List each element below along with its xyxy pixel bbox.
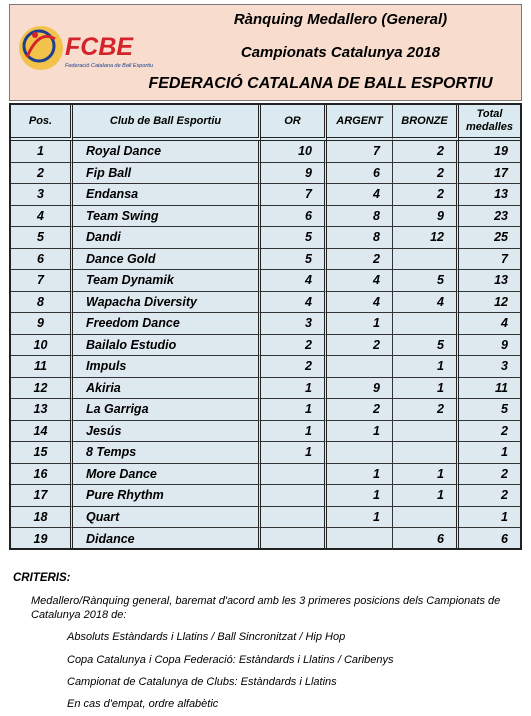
cell-total: 13 (459, 270, 520, 292)
table-row (11, 485, 520, 507)
cell-bronze: 1 (393, 356, 459, 378)
col-header-club: Club de Ball Esportiu (73, 105, 261, 141)
table-row (11, 270, 520, 292)
table-row (11, 378, 520, 400)
table-row (11, 528, 520, 550)
cell-or (261, 528, 327, 550)
table-row (11, 249, 520, 271)
cell-bronze: 5 (393, 270, 459, 292)
cell-total: 17 (459, 163, 520, 185)
cell-or: 5 (261, 249, 327, 271)
ranking-title: Rànquing Medallero (General) (233, 11, 448, 28)
cell-club: Pure Rhythm (73, 485, 261, 507)
cell-pos: 7 (11, 270, 73, 292)
table-row (11, 206, 520, 228)
cell-or: 2 (261, 356, 327, 378)
cell-pos: 15 (11, 442, 73, 464)
cell-pos: 1 (11, 141, 73, 163)
cell-or: 1 (261, 421, 327, 443)
cell-argent: 7 (327, 141, 393, 163)
cell-club: Freedom Dance (73, 313, 261, 335)
cell-bronze: 9 (393, 206, 459, 228)
table-row (11, 507, 520, 529)
cell-total: 2 (459, 485, 520, 507)
cell-argent: 8 (327, 206, 393, 228)
cell-pos: 10 (11, 335, 73, 357)
table-header-row (11, 105, 520, 141)
cell-club: Dance Gold (73, 249, 261, 271)
cell-or: 3 (261, 313, 327, 335)
cell-total: 12 (459, 292, 520, 314)
svg-text:FCBE: FCBE (65, 33, 134, 61)
cell-argent: 4 (327, 270, 393, 292)
fcbe-logo (17, 19, 157, 77)
cell-total: 2 (459, 421, 520, 443)
cell-or: 10 (261, 141, 327, 163)
cell-argent: 6 (327, 163, 393, 185)
cell-argent: 2 (327, 249, 393, 271)
criteria-item: En cas d'empat, ordre alfabètic (67, 698, 219, 710)
cell-or: 4 (261, 292, 327, 314)
table-row (11, 227, 520, 249)
cell-argent: 1 (327, 485, 393, 507)
criteria-heading: CRITERIS: (13, 572, 71, 584)
criteria-item: Absoluts Estàndards i Llatins / Ball Sincronitzat / Hip Hop (67, 631, 346, 643)
criteria-item: Copa Catalunya i Copa Federació: Estàndards i Llatins / Caribenys (67, 654, 394, 666)
cell-argent: 4 (327, 184, 393, 206)
cell-bronze (393, 507, 459, 529)
col-header-argent: ARGENT (327, 105, 393, 141)
fcbe-logo-icon (17, 19, 157, 77)
table-row (11, 163, 520, 185)
cell-club: Akiria (73, 378, 261, 400)
cell-bronze (393, 249, 459, 271)
cell-argent: 1 (327, 464, 393, 486)
cell-total: 1 (459, 442, 520, 464)
table-row (11, 399, 520, 421)
cell-pos: 6 (11, 249, 73, 271)
cell-argent: 4 (327, 292, 393, 314)
cell-or (261, 485, 327, 507)
cell-argent: 1 (327, 421, 393, 443)
table-row (11, 313, 520, 335)
cell-or: 7 (261, 184, 327, 206)
cell-argent: 9 (327, 378, 393, 400)
cell-argent: 2 (327, 399, 393, 421)
cell-pos: 9 (11, 313, 73, 335)
cell-bronze: 2 (393, 141, 459, 163)
cell-total: 13 (459, 184, 520, 206)
cell-argent (327, 442, 393, 464)
championship-subtitle: Campionats Catalunya 2018 (240, 44, 441, 61)
table-row (11, 292, 520, 314)
cell-bronze: 1 (393, 464, 459, 486)
cell-or (261, 464, 327, 486)
federation-name: FEDERACIÓ CATALANA DE BALL ESPORTIU (148, 75, 493, 92)
cell-club: Royal Dance (73, 141, 261, 163)
table-row (11, 184, 520, 206)
cell-club: Quart (73, 507, 261, 529)
cell-pos: 12 (11, 378, 73, 400)
cell-total: 7 (459, 249, 520, 271)
cell-bronze (393, 442, 459, 464)
cell-total: 4 (459, 313, 520, 335)
cell-total: 25 (459, 227, 520, 249)
cell-pos: 4 (11, 206, 73, 228)
cell-bronze: 12 (393, 227, 459, 249)
cell-or: 2 (261, 335, 327, 357)
cell-club: Team Dynamik (73, 270, 261, 292)
cell-club: Jesús (73, 421, 261, 443)
cell-bronze: 5 (393, 335, 459, 357)
table-row (11, 335, 520, 357)
cell-total: 9 (459, 335, 520, 357)
cell-pos: 18 (11, 507, 73, 529)
cell-bronze: 2 (393, 399, 459, 421)
cell-club: Team Swing (73, 206, 261, 228)
cell-pos: 19 (11, 528, 73, 550)
cell-pos: 17 (11, 485, 73, 507)
cell-club: 8 Temps (73, 442, 261, 464)
cell-or: 6 (261, 206, 327, 228)
cell-or (261, 507, 327, 529)
cell-bronze (393, 313, 459, 335)
table-row (11, 442, 520, 464)
cell-or: 5 (261, 227, 327, 249)
cell-argent (327, 356, 393, 378)
cell-or: 4 (261, 270, 327, 292)
cell-bronze: 1 (393, 485, 459, 507)
cell-argent: 1 (327, 507, 393, 529)
col-header-pos: Pos. (11, 105, 73, 141)
cell-total: 19 (459, 141, 520, 163)
cell-bronze: 1 (393, 378, 459, 400)
cell-argent: 2 (327, 335, 393, 357)
cell-bronze: 6 (393, 528, 459, 550)
cell-pos: 16 (11, 464, 73, 486)
cell-total: 11 (459, 378, 520, 400)
criteria-description: Medallero/Rànquing general, baremat d'acord amb les 3 primeres posicions dels Campionats de Catalunya 2018 de: (31, 595, 501, 621)
col-header-bronze: BRONZE (393, 105, 459, 141)
table-row (11, 356, 520, 378)
cell-or: 1 (261, 442, 327, 464)
cell-bronze (393, 421, 459, 443)
cell-argent (327, 528, 393, 550)
cell-total: 5 (459, 399, 520, 421)
cell-or: 9 (261, 163, 327, 185)
cell-argent: 1 (327, 313, 393, 335)
cell-total: 2 (459, 464, 520, 486)
cell-club: Impuls (73, 356, 261, 378)
col-header-or: OR (261, 105, 327, 141)
cell-pos: 2 (11, 163, 73, 185)
cell-or: 1 (261, 399, 327, 421)
cell-club: La Garriga (73, 399, 261, 421)
header-banner (9, 4, 522, 101)
cell-club: More Dance (73, 464, 261, 486)
cell-total: 3 (459, 356, 520, 378)
medal-table (9, 103, 522, 550)
table-row (11, 464, 520, 486)
criteria-item: Campionat de Catalunya de Clubs: Estàndards i Llatins (67, 676, 337, 688)
svg-text:Federació Catalana de Ball Esp: Federació Catalana de Ball Esportiu (65, 63, 154, 69)
cell-bronze: 4 (393, 292, 459, 314)
cell-pos: 3 (11, 184, 73, 206)
cell-total: 23 (459, 206, 520, 228)
cell-pos: 13 (11, 399, 73, 421)
cell-pos: 11 (11, 356, 73, 378)
cell-argent: 8 (327, 227, 393, 249)
cell-club: Endansa (73, 184, 261, 206)
cell-club: Wapacha Diversity (73, 292, 261, 314)
cell-club: Fip Ball (73, 163, 261, 185)
cell-pos: 14 (11, 421, 73, 443)
cell-club: Dandi (73, 227, 261, 249)
cell-bronze: 2 (393, 184, 459, 206)
cell-club: Bailalo Estudio (73, 335, 261, 357)
cell-pos: 8 (11, 292, 73, 314)
cell-total: 6 (501, 531, 508, 546)
cell-pos: 5 (11, 227, 73, 249)
col-header-total: Total medalles (459, 105, 520, 141)
table-row (11, 141, 520, 163)
cell-total: 1 (459, 507, 520, 529)
cell-or: 1 (261, 378, 327, 400)
cell-club: Didance (73, 528, 261, 550)
table-row (11, 421, 520, 443)
cell-bronze: 2 (393, 163, 459, 185)
